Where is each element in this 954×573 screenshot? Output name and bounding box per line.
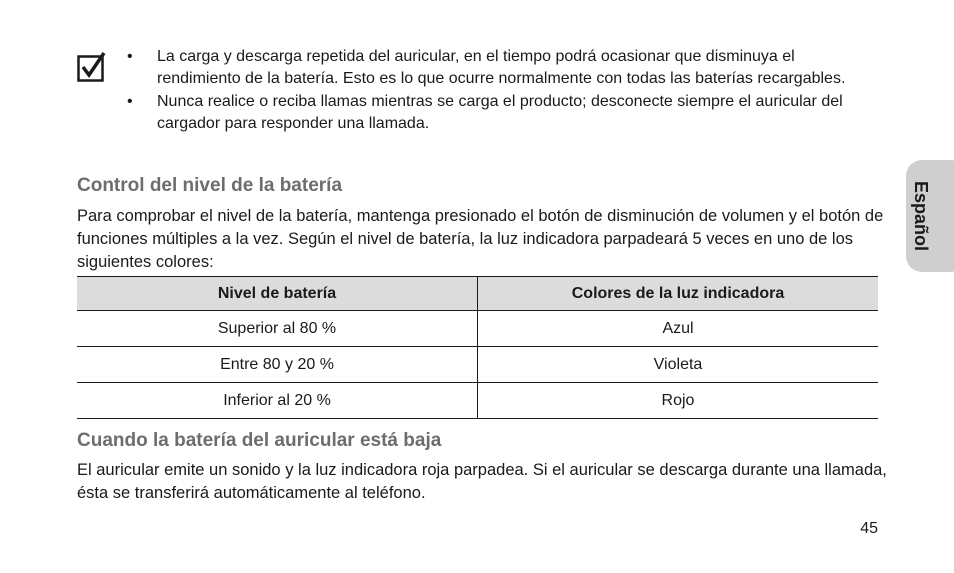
table-cell: Entre 80 y 20 % [77,347,478,383]
table-cell: Inferior al 20 % [77,383,478,419]
table-cell: Azul [478,311,879,347]
checkbox-note-icon [77,52,107,82]
column-header-color: Colores de la luz indicadora [478,277,879,311]
section-heading-battery-level: Control del nivel de la batería [77,175,343,196]
column-header-level: Nivel de batería [77,277,478,311]
note-text: La carga y descarga repetida del auricular, en el tiempo podrá ocasionar que disminuya el rendimiento de la batería. Esto es lo que ocurre normalmente con todas las baterías recargables. [157,48,846,87]
note-item [127,91,867,135]
table-row [77,311,878,347]
section-paragraph: El auricular emite un sonido y la luz indicadora roja parpadea. Si el auricular se descarga durante una llamada, ésta se transferirá automáticamente al teléfono. [77,461,887,502]
note-list [127,46,867,135]
language-tab-label: Español [911,180,931,251]
note-text: Nunca realice o reciba llamas mientras se carga el producto; desconecte siempre el auricular del cargador para responder una llamada. [157,93,843,132]
table-header-row [77,277,878,311]
table-cell: Rojo [478,383,879,419]
table-cell: Superior al 80 % [77,311,478,347]
section-paragraph: Para comprobar el nivel de la batería, mantenga presionado el botón de disminución de volumen y el botón de funciones múltiples a la vez. Según el nivel de batería, la luz indicadora parpadeará 5 veces en uno de los siguientes colores: [77,207,884,271]
table-row [77,347,878,383]
page-number: 45 [860,520,878,537]
bullet: • [127,93,133,110]
bullet: • [127,48,133,65]
table-cell: Violeta [478,347,879,383]
table-row [77,383,878,419]
battery-level-table [77,276,878,419]
section-heading-low-battery: Cuando la batería del auricular está baja [77,430,442,451]
note-item [127,46,867,90]
